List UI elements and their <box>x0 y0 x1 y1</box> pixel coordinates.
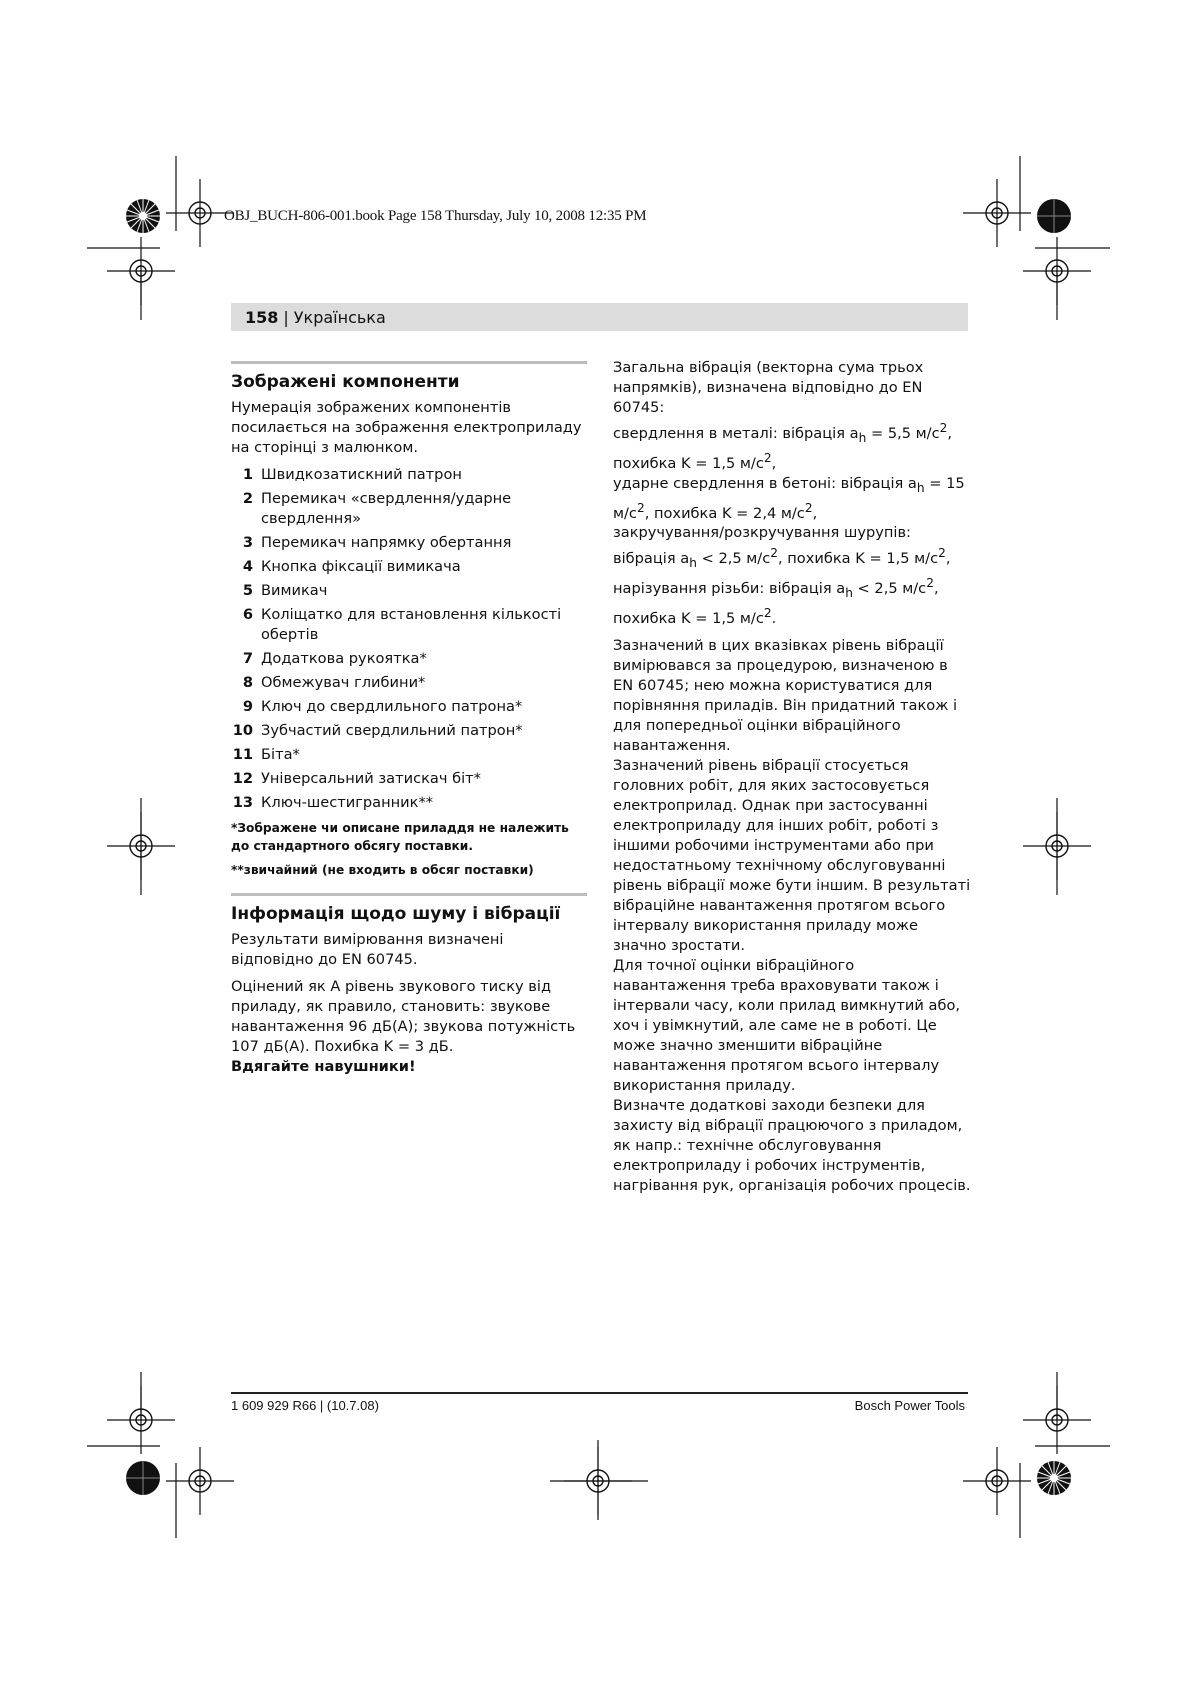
footer-rule <box>231 1392 968 1394</box>
vibration-paragraph-5: Визначте додаткові заходи безпеки для захисту від вібрації працюючого з приладом, як напр.: технічне обслуговування електроприладу і робочих інструментів, нагрівання рук, організація робочих процесів. <box>613 1096 971 1194</box>
list-item: 1 Швидкозатискний патрон <box>242 466 462 483</box>
vibration-value-tapping: нарізування різьби: вібрація $a_h < 2,5$ $м/с^2$, похибка K = 1,5 $м/с^2$. <box>613 576 939 627</box>
noise-title: Інформація щодо шуму і вібрації <box>231 904 561 924</box>
print-slug: OBJ_BUCH-806-001.book Page 158 Thursday, July 10, 2008 12:35 PM <box>224 208 647 224</box>
vibration-value-screwdriving: закручування/розкручування шурупів: вібрація $a_h < 2,5$ $м/с^2$, похибка K = 1,5 $м/с^2$, <box>613 524 951 571</box>
section-rule <box>231 893 587 896</box>
right-column <box>613 358 971 1196</box>
list-item: 9 Ключ до свердлильного патрона* <box>242 698 523 715</box>
registration-crosshair-icon <box>963 1447 1031 1515</box>
vibration-intro: Загальна вібрація (векторна сума трьох напрямків), визначена відповідно до EN 60745: <box>613 359 924 416</box>
list-item: 12 Універсальний затискач біт* <box>232 770 481 787</box>
registration-wheel-icon <box>126 1461 160 1495</box>
components-title: Зображені компоненти <box>231 372 460 392</box>
registration-wheel-icon <box>126 199 160 233</box>
registration-wheel-icon <box>1037 199 1071 233</box>
noise-warning: Вдягайте навушники! <box>231 1058 416 1075</box>
page-number: 158 <box>245 307 279 327</box>
left-column <box>231 361 587 1084</box>
footer-brand: Bosch Power Tools <box>854 1398 965 1413</box>
list-item: 7 Додаткова рукоятка* <box>242 650 427 667</box>
section-rule <box>231 361 587 364</box>
footer-doc-number: 1 609 929 R66 | (10.7.08) <box>231 1398 379 1413</box>
noise-paragraph-2: Оцінений як А рівень звукового тиску від приладу, як правило, становить: звукове навантаження 96 дБ(А); звукова потужність 107 дБ(А). Похибка K = 3 дБ. <box>231 978 576 1055</box>
noise-section <box>231 893 587 1077</box>
list-item: 2 Перемикач «свердлення/ударне свердлення» <box>242 490 512 527</box>
list-item: 4 Кнопка фіксації вимикача <box>242 558 461 575</box>
registration-wheel-icon <box>1037 1461 1071 1495</box>
list-item: 6 Коліщатко для встановлення кількості обертів <box>242 606 562 643</box>
vibration-value-drilling-metal: свердлення в металі: вібрація $a_h = 5,5$ $м/с^2$, похибка K = 1,5 $м/с^2$, <box>613 421 952 472</box>
components-intro: Нумерація зображених компонентів посилається на зображення електроприладу на сторінці з малюнком. <box>231 399 582 456</box>
components-list <box>231 465 587 813</box>
list-item: 10 Зубчастий свердлильний патрон* <box>232 722 523 739</box>
list-item: 3 Перемикач напрямку обертання <box>242 534 512 551</box>
list-item: 5 Вимикач <box>242 582 328 599</box>
header-language: Українська <box>293 307 386 327</box>
vibration-paragraph-4: Для точної оцінки вібраційного навантаження треба враховувати також і інтервали часу, коли прилад вимкнутий або, хоч і увімкнутий, але саме не в роботі. Це може значно зменшити вібраційне навантаження протягом всього інтервалу використання приладу. <box>613 956 961 1094</box>
list-item: 11 Біта* <box>232 746 300 763</box>
registration-crosshair-icon <box>963 179 1031 247</box>
vibration-value-impact-drilling: ударне свердлення в бетоні: вібрація $a_h = 15$ $м/с^2$, похибка K = 2,4 $м/с^2$, <box>613 474 965 522</box>
page-header <box>231 303 968 331</box>
list-item: 13 Ключ-шестигранник** <box>232 794 434 811</box>
vibration-paragraph-2: Зазначений в цих вказівках рівень вібрації вимірювався за процедурою, визначеною в EN 60745; нею можна користуватися для порівняння приладів. Він придатний також і для попередньої оцінки вібраційного навантаження. <box>613 636 958 754</box>
list-item: 8 Обмежувач глибини* <box>242 674 426 691</box>
noise-paragraph-1: Результати вимірювання визначені відповідно до EN 60745. <box>231 931 504 968</box>
header-separator: | <box>283 307 289 327</box>
vibration-paragraph-3: Зазначений рівень вібрації стосується головних робіт, для яких застосовується електроприлад. Однак при застосуванні електроприладу для інших робіт, роботі з іншими робочими інструментами або при недостатньому технічному обслуговуванні рівень вібрації може бути іншим. В результаті вібраційне навантаження протягом всього інтервалу використання приладу може значно зростати. <box>613 756 971 954</box>
footnote-standard: **звичайний (не входить в обсяг поставки) <box>231 863 534 877</box>
footnote-accessories: *Зображене чи описане приладдя не належить до стандартного обсягу поставки. <box>231 821 569 853</box>
